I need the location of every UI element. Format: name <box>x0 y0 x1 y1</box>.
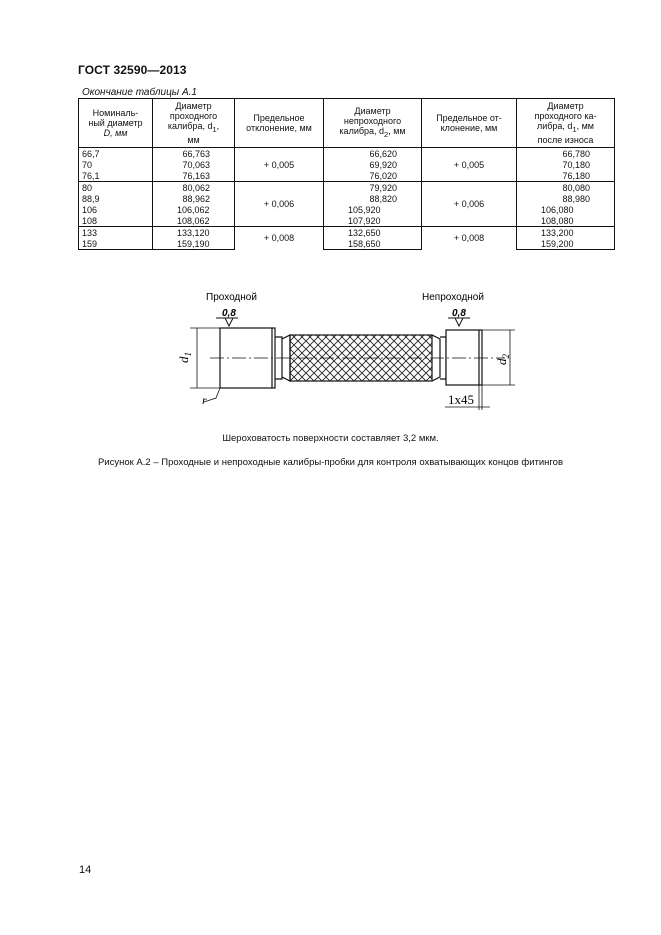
dimension-d2: $d_2$ <box>494 354 511 365</box>
cell-d1: 88,962 <box>153 193 235 204</box>
cell-d1: 106,062 <box>153 204 235 215</box>
cell-nominal: 80 <box>79 182 153 194</box>
header-go-tolerance: Предельное отклонение, мм <box>235 99 324 148</box>
cell-d2: 105,920 <box>324 204 422 215</box>
gauge-table <box>78 98 615 250</box>
cell-go-tolerance: + 0,006 <box>235 182 324 227</box>
cell-d1-worn: 70,180 <box>517 159 615 170</box>
go-roughness-value: 0,8 <box>222 308 236 319</box>
table-header-row <box>79 99 615 148</box>
table-row <box>79 215 615 227</box>
header-nogo-tolerance: Предельное от- клонение, мм <box>422 99 517 148</box>
header-nogo-gauge-diameter: Диаметр непроходного калибра, $d_2$, мм <box>324 99 422 148</box>
go-end-label: Проходной <box>206 292 257 303</box>
cell-d2: 132,650 <box>324 227 422 239</box>
cell-d1-worn: 106,080 <box>517 204 615 215</box>
nogo-roughness-symbol <box>448 308 470 326</box>
cell-d1: 133,120 <box>153 227 235 239</box>
cell-d1: 80,062 <box>153 182 235 194</box>
document-header: ГОСТ 32590—2013 <box>78 63 187 77</box>
cell-nominal: 133 <box>79 227 153 239</box>
dimension-d1: $d_1$ <box>176 352 193 363</box>
cell-d1: 66,763 <box>153 148 235 160</box>
table-row <box>79 148 615 160</box>
header-worn-gauge-diameter: Диаметр проходного ка- либра, $d_1$, мм после износа <box>517 99 615 148</box>
cell-nominal: 88,9 <box>79 193 153 204</box>
header-nominal-diameter: Номиналь- ный диаметр D, мм <box>79 99 153 148</box>
cell-d1-worn: 133,200 <box>517 227 615 239</box>
table-row <box>79 193 615 204</box>
cell-d2: 88,820 <box>324 193 422 204</box>
table-row <box>79 204 615 215</box>
roughness-note: Шероховатость поверхности составляет 3,2 мкм. <box>222 433 439 444</box>
cell-nogo-tolerance: + 0,006 <box>422 182 517 227</box>
cell-nominal: 106 <box>79 204 153 215</box>
go-roughness-symbol <box>216 308 238 326</box>
cell-d1-worn: 80,080 <box>517 182 615 194</box>
cell-nominal: 76,1 <box>79 170 153 182</box>
cell-d1-worn: 76,180 <box>517 170 615 182</box>
table-row <box>79 182 615 194</box>
cell-nogo-tolerance: + 0,005 <box>422 148 517 182</box>
cell-d1: 159,190 <box>153 238 235 250</box>
cell-nominal: 108 <box>79 215 153 227</box>
table-row <box>79 159 615 170</box>
nogo-roughness-value: 0,8 <box>452 308 466 319</box>
cell-d2: 158,650 <box>324 238 422 250</box>
table-row <box>79 227 615 239</box>
cell-d1: 108,062 <box>153 215 235 227</box>
plug-gauge-drawing <box>170 285 530 415</box>
chamfer-dimension: 1x45 <box>448 392 474 407</box>
cell-d1-worn: 159,200 <box>517 238 615 250</box>
cell-go-tolerance: + 0,008 <box>235 227 324 250</box>
figure-caption: Рисунок А.2 – Проходные и непроходные калибры-пробки для контроля охватывающих концов фитингов <box>97 457 564 468</box>
cell-d1-worn: 66,780 <box>517 148 615 160</box>
dimension-r: r <box>202 393 207 407</box>
cell-nominal: 70 <box>79 159 153 170</box>
cell-d1: 76,163 <box>153 170 235 182</box>
table-row <box>79 238 615 250</box>
cell-nominal: 66,7 <box>79 148 153 160</box>
cell-d2: 76,020 <box>324 170 422 182</box>
table-row <box>79 170 615 182</box>
cell-d2: 79,920 <box>324 182 422 194</box>
cell-go-tolerance: + 0,005 <box>235 148 324 182</box>
cell-nogo-tolerance: + 0,008 <box>422 227 517 250</box>
cell-nominal: 159 <box>79 238 153 250</box>
cell-d2: 107,920 <box>324 215 422 227</box>
table-caption: Окончание таблицы А.1 <box>82 87 197 98</box>
cell-d1: 70,063 <box>153 159 235 170</box>
cell-d1-worn: 88,980 <box>517 193 615 204</box>
cell-d2: 66,620 <box>324 148 422 160</box>
cell-d2: 69,920 <box>324 159 422 170</box>
header-go-gauge-diameter: Диаметр проходного калибра, $d_1$, мм <box>153 99 235 148</box>
cell-d1-worn: 108,080 <box>517 215 615 227</box>
nogo-end-label: Непроходной <box>422 292 484 303</box>
page-number: 14 <box>79 864 92 876</box>
